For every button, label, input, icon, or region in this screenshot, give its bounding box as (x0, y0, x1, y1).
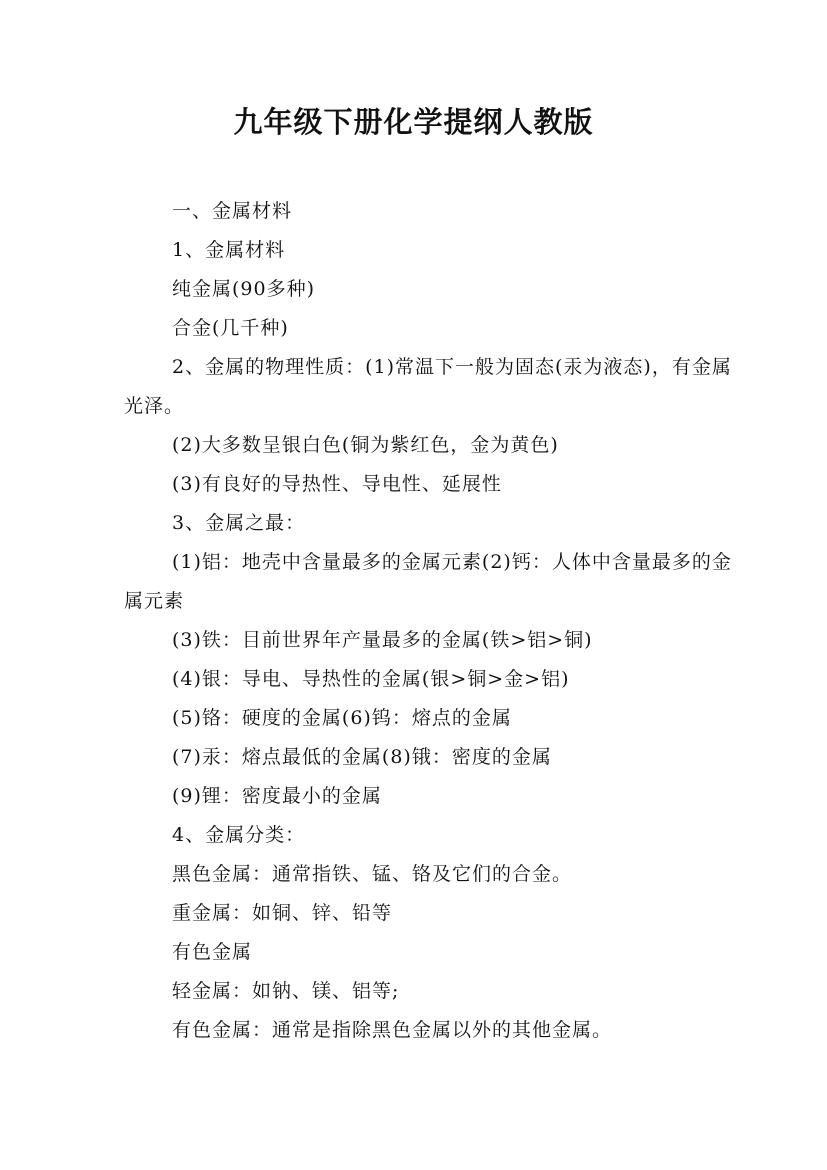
paragraph: 重金属：如铜、锌、铅等 (172, 902, 393, 924)
paragraph: 有色金属：通常是指除黑色金属以外的其他金属。 (172, 1019, 613, 1041)
paragraph: 合金(几千种) (172, 317, 289, 339)
paragraph: 2、金属的物理性质：(1)常温下一般为固态(汞为液态)，有金属光泽。 (124, 356, 732, 417)
paragraph: (4)银：导电、导热性的金属(银>铜>金>铝) (172, 668, 570, 690)
paragraph: 黑色金属：通常指铁、锰、铬及它们的合金。 (172, 863, 573, 885)
subsection-heading: 4、金属分类： (172, 824, 306, 846)
paragraph: (1)铝：地壳中含量最多的金属元素(2)钙：人体中含量最多的金属元素 (124, 551, 732, 612)
paragraph: 纯金属(90多种) (172, 278, 316, 300)
paragraph: (5)铬：硬度的金属(6)钨：熔点的金属 (172, 707, 512, 729)
paragraph: (7)汞：熔点最低的金属(8)锇：密度的金属 (172, 746, 552, 768)
subsection-heading: 3、金属之最： (172, 512, 306, 534)
paragraph: (3)铁：目前世界年产量最多的金属(铁>铝>铜) (172, 629, 593, 651)
document-body (124, 192, 734, 1050)
paragraph: (3)有良好的导热性、导电性、延展性 (172, 473, 502, 495)
document-title: 九年级下册化学提纲人教版 (233, 105, 594, 139)
section-heading: 一、金属材料 (172, 200, 293, 222)
paragraph: (9)锂：密度最小的金属 (172, 785, 382, 807)
paragraph: 有色金属 (172, 941, 253, 963)
subsection-heading: 1、金属材料 (172, 239, 286, 261)
paragraph: (2)大多数呈银白色(铜为紫红色，金为黄色) (172, 434, 559, 456)
paragraph: 轻金属：如钠、镁、铝等; (172, 980, 400, 1002)
